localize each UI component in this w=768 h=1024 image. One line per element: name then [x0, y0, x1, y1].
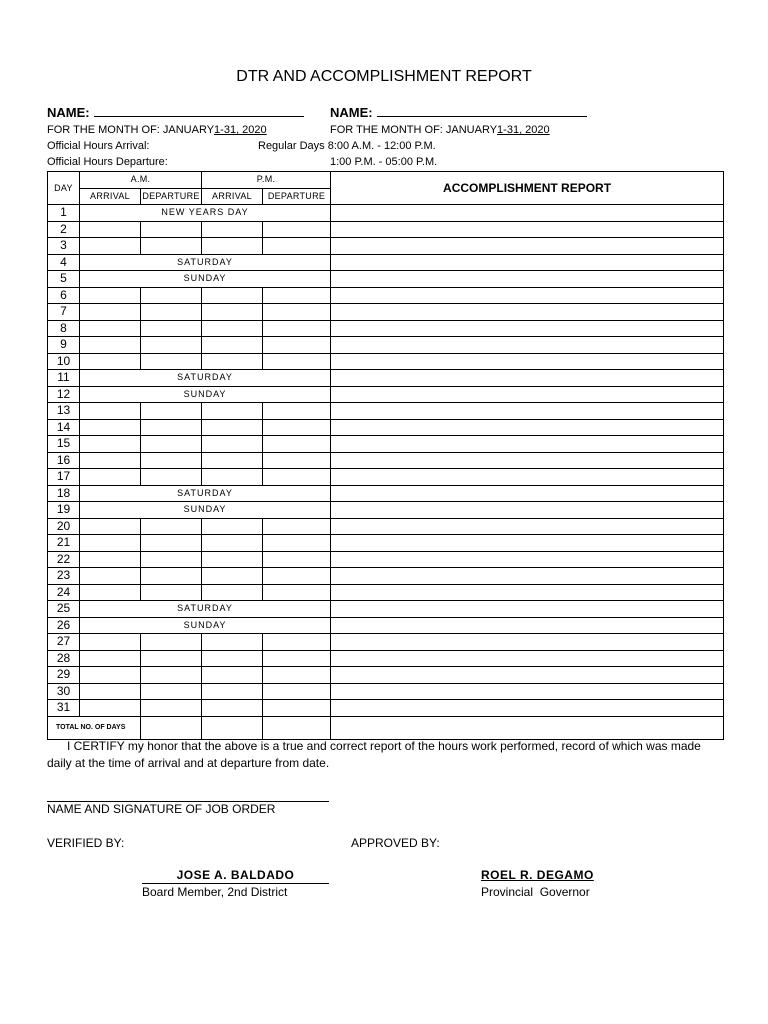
certification-text [47, 738, 727, 772]
day-number: 4 [48, 254, 80, 271]
am-departure-cell[interactable] [141, 667, 202, 684]
am-arrival-header: ARRIVAL [80, 188, 141, 205]
day-number: 11 [48, 370, 80, 387]
am-departure-cell[interactable] [141, 700, 202, 717]
accomplishment-header: ACCOMPLISHMENT REPORT [331, 172, 724, 205]
am-departure-cell[interactable] [141, 683, 202, 700]
day-number: 12 [48, 386, 80, 403]
month-left [47, 124, 267, 136]
total-days-label: TOTAL NO. OF DAYS [48, 716, 141, 739]
pm-arrival-cell[interactable] [202, 683, 263, 700]
pm-departure-cell[interactable] [263, 535, 331, 552]
pm-departure-cell[interactable] [263, 634, 331, 651]
day-number: 28 [48, 650, 80, 667]
day-number: 8 [48, 320, 80, 337]
pm-departure-cell[interactable] [263, 287, 331, 304]
accomplishment-cell[interactable] [331, 667, 724, 684]
pm-departure-cell[interactable] [263, 403, 331, 420]
day-number: 17 [48, 469, 80, 486]
pm-departure-cell[interactable] [263, 353, 331, 370]
accomplishment-cell[interactable] [331, 271, 724, 288]
day-row [48, 304, 724, 321]
day-row [48, 551, 724, 568]
day-number: 15 [48, 436, 80, 453]
pm-arrival-cell[interactable] [202, 551, 263, 568]
pm-arrival-cell[interactable] [202, 452, 263, 469]
pm-departure-cell[interactable] [263, 419, 331, 436]
pm-arrival-cell[interactable] [202, 568, 263, 585]
day-number: 30 [48, 683, 80, 700]
am-departure-cell[interactable] [141, 436, 202, 453]
am-arrival-cell[interactable] [80, 403, 141, 420]
am-departure-cell[interactable] [141, 535, 202, 552]
am-arrival-cell[interactable] [80, 667, 141, 684]
accomplishment-cell[interactable] [331, 601, 724, 618]
accomplishment-cell[interactable] [331, 370, 724, 387]
pm-departure-cell[interactable] [263, 584, 331, 601]
day-number: 2 [48, 221, 80, 238]
am-header: A.M. [80, 172, 202, 189]
accomplishment-cell[interactable] [331, 535, 724, 552]
day-number: 21 [48, 535, 80, 552]
day-row [48, 337, 724, 354]
day-number: 10 [48, 353, 80, 370]
month-value-right: 1-31, 2020 [497, 124, 550, 136]
day-row [48, 584, 724, 601]
day-number: 16 [48, 452, 80, 469]
pm-header: P.M. [202, 172, 331, 189]
am-departure-cell[interactable] [141, 238, 202, 255]
name-blank-left[interactable] [94, 106, 304, 117]
day-note: SATURDAY [80, 254, 331, 271]
pm-arrival-cell[interactable] [202, 337, 263, 354]
name-field-left[interactable] [47, 104, 304, 122]
document-title: DTR AND ACCOMPLISHMENT REPORT [236, 68, 532, 85]
accomplishment-cell[interactable] [331, 386, 724, 403]
pm-hours: 1:00 P.M. - 05:00 P.M. [330, 156, 438, 168]
day-row [48, 271, 724, 288]
accomplishment-cell[interactable] [331, 403, 724, 420]
signature-label: NAME AND SIGNATURE OF JOB ORDER [47, 802, 276, 816]
day-number: 20 [48, 518, 80, 535]
pm-arrival-cell[interactable] [202, 469, 263, 486]
approved-label: APPROVED BY: [351, 836, 440, 850]
accomplishment-cell[interactable] [331, 287, 724, 304]
pm-departure-cell[interactable] [263, 221, 331, 238]
day-number: 18 [48, 485, 80, 502]
day-row [48, 238, 724, 255]
am-arrival-cell[interactable] [80, 320, 141, 337]
month-label-right: FOR THE MONTH OF: JANUARY [330, 124, 498, 136]
accomplishment-cell[interactable] [331, 551, 724, 568]
am-arrival-cell[interactable] [80, 469, 141, 486]
verifier-title: Board Member, 2nd District [142, 885, 288, 899]
day-row [48, 683, 724, 700]
am-arrival-cell[interactable] [80, 518, 141, 535]
pm-arrival-cell[interactable] [202, 535, 263, 552]
pm-arrival-cell[interactable] [202, 419, 263, 436]
day-number: 22 [48, 551, 80, 568]
day-number: 9 [48, 337, 80, 354]
am-arrival-cell[interactable] [80, 238, 141, 255]
accomplishment-cell[interactable] [331, 353, 724, 370]
am-arrival-cell[interactable] [80, 452, 141, 469]
day-row [48, 254, 724, 271]
accomplishment-cell[interactable] [331, 238, 724, 255]
day-row [48, 469, 724, 486]
accomplishment-cell[interactable] [331, 502, 724, 519]
accomplishment-cell[interactable] [331, 650, 724, 667]
total-accomplishment-cell[interactable] [331, 716, 724, 739]
day-row [48, 601, 724, 618]
am-arrival-cell[interactable] [80, 221, 141, 238]
pm-arrival-cell[interactable] [202, 634, 263, 651]
regular-days-label: Regular Days [258, 140, 325, 152]
day-number: 23 [48, 568, 80, 585]
accomplishment-cell[interactable] [331, 485, 724, 502]
am-arrival-cell[interactable] [80, 436, 141, 453]
pm-departure-cell[interactable] [263, 683, 331, 700]
am-departure-cell[interactable] [141, 320, 202, 337]
pm-arrival-cell[interactable] [202, 518, 263, 535]
am-departure-cell[interactable] [141, 650, 202, 667]
day-row [48, 452, 724, 469]
pm-arrival-cell[interactable] [202, 436, 263, 453]
day-row [48, 634, 724, 651]
day-number: 7 [48, 304, 80, 321]
day-note: SATURDAY [80, 485, 331, 502]
accomplishment-cell[interactable] [331, 634, 724, 651]
am-departure-cell[interactable] [141, 304, 202, 321]
accomplishment-cell[interactable] [331, 254, 724, 271]
pm-departure-cell[interactable] [263, 452, 331, 469]
day-number: 29 [48, 667, 80, 684]
name-blank-right[interactable] [377, 106, 587, 117]
day-row [48, 386, 724, 403]
am-arrival-cell[interactable] [80, 287, 141, 304]
total-days-cell[interactable] [263, 716, 331, 739]
accomplishment-cell[interactable] [331, 436, 724, 453]
day-row [48, 205, 724, 222]
am-arrival-cell[interactable] [80, 568, 141, 585]
pm-departure-cell[interactable] [263, 518, 331, 535]
day-number: 13 [48, 403, 80, 420]
am-arrival-cell[interactable] [80, 353, 141, 370]
pm-arrival-header: ARRIVAL [202, 188, 263, 205]
verifier-name: JOSE A. BALDADO [142, 868, 329, 884]
day-number: 27 [48, 634, 80, 651]
name-label-left: NAME: [47, 105, 90, 120]
am-departure-header: DEPARTURE [141, 188, 202, 205]
verified-label: VERIFIED BY: [47, 836, 125, 850]
pm-arrival-cell[interactable] [202, 650, 263, 667]
dtr-body [48, 205, 724, 717]
am-departure-cell[interactable] [141, 221, 202, 238]
day-number: 26 [48, 617, 80, 634]
day-row [48, 320, 724, 337]
am-hours: 8:00 A.M. - 12:00 P.M. [327, 140, 436, 152]
day-row [48, 535, 724, 552]
accomplishment-cell[interactable] [331, 419, 724, 436]
pm-arrival-cell[interactable] [202, 584, 263, 601]
am-arrival-cell[interactable] [80, 650, 141, 667]
day-row [48, 221, 724, 238]
am-departure-cell[interactable] [141, 419, 202, 436]
am-arrival-cell[interactable] [80, 419, 141, 436]
pm-departure-cell[interactable] [263, 568, 331, 585]
day-row [48, 353, 724, 370]
pm-departure-cell[interactable] [263, 436, 331, 453]
day-number: 14 [48, 419, 80, 436]
day-note: SUNDAY [80, 271, 331, 288]
accomplishment-cell[interactable] [331, 584, 724, 601]
am-departure-cell[interactable] [141, 452, 202, 469]
pm-departure-cell[interactable] [263, 667, 331, 684]
am-arrival-cell[interactable] [80, 683, 141, 700]
day-note: SUNDAY [80, 386, 331, 403]
total-days-value[interactable] [141, 716, 202, 739]
am-arrival-cell[interactable] [80, 634, 141, 651]
day-row [48, 287, 724, 304]
day-row [48, 436, 724, 453]
day-number: 5 [48, 271, 80, 288]
am-arrival-cell[interactable] [80, 700, 141, 717]
accomplishment-cell[interactable] [331, 337, 724, 354]
am-departure-cell[interactable] [141, 337, 202, 354]
pm-arrival-cell[interactable] [202, 238, 263, 255]
approver-name: ROEL R. DEGAMO [481, 868, 594, 882]
accomplishment-cell[interactable] [331, 469, 724, 486]
accomplishment-cell[interactable] [331, 568, 724, 585]
day-number: 19 [48, 502, 80, 519]
pm-arrival-cell[interactable] [202, 287, 263, 304]
pm-arrival-cell[interactable] [202, 700, 263, 717]
day-number: 24 [48, 584, 80, 601]
accomplishment-cell[interactable] [331, 700, 724, 717]
pm-departure-cell[interactable] [263, 238, 331, 255]
day-number: 25 [48, 601, 80, 618]
am-departure-cell[interactable] [141, 287, 202, 304]
day-row [48, 485, 724, 502]
day-note: NEW YEARS DAY [80, 205, 331, 222]
arrival-label: Official Hours Arrival: [47, 140, 150, 152]
pm-arrival-cell[interactable] [202, 320, 263, 337]
pm-arrival-cell[interactable] [202, 304, 263, 321]
accomplishment-cell[interactable] [331, 518, 724, 535]
pm-arrival-cell[interactable] [202, 403, 263, 420]
day-row [48, 502, 724, 519]
accomplishment-cell[interactable] [331, 683, 724, 700]
am-arrival-cell[interactable] [80, 304, 141, 321]
certification-statement: I CERTIFY my honor that the above is a true and correct report of the hours work performed, record of which was made daily at the time of arrival and at departure from date. [47, 739, 701, 770]
am-arrival-cell[interactable] [80, 584, 141, 601]
pm-arrival-cell[interactable] [202, 667, 263, 684]
pm-departure-header: DEPARTURE [263, 188, 331, 205]
am-departure-cell[interactable] [141, 568, 202, 585]
am-arrival-cell[interactable] [80, 535, 141, 552]
accomplishment-cell[interactable] [331, 304, 724, 321]
month-right [330, 124, 550, 136]
day-row [48, 518, 724, 535]
day-row [48, 667, 724, 684]
day-note: SUNDAY [80, 502, 331, 519]
regular-days [258, 140, 436, 152]
pm-departure-cell[interactable] [263, 650, 331, 667]
day-number: 1 [48, 205, 80, 222]
pm-arrival-cell[interactable] [202, 221, 263, 238]
day-row [48, 403, 724, 420]
accomplishment-cell[interactable] [331, 320, 724, 337]
total-days-cell[interactable] [202, 716, 263, 739]
day-header: DAY [48, 172, 80, 205]
pm-departure-cell[interactable] [263, 469, 331, 486]
departure-label: Official Hours Departure: [47, 156, 168, 168]
month-label-left: FOR THE MONTH OF: JANUARY [47, 124, 215, 136]
pm-departure-cell[interactable] [263, 700, 331, 717]
pm-departure-cell[interactable] [263, 337, 331, 354]
day-row [48, 650, 724, 667]
name-field-right[interactable] [330, 104, 587, 122]
am-departure-cell[interactable] [141, 584, 202, 601]
day-row [48, 370, 724, 387]
accomplishment-cell[interactable] [331, 617, 724, 634]
day-number: 6 [48, 287, 80, 304]
day-row [48, 617, 724, 634]
am-departure-cell[interactable] [141, 403, 202, 420]
am-arrival-cell[interactable] [80, 337, 141, 354]
pm-departure-cell[interactable] [263, 320, 331, 337]
day-row [48, 568, 724, 585]
day-number: 3 [48, 238, 80, 255]
pm-arrival-cell[interactable] [202, 353, 263, 370]
day-note: SUNDAY [80, 617, 331, 634]
am-departure-cell[interactable] [141, 518, 202, 535]
month-value-left: 1-31, 2020 [214, 124, 267, 136]
dtr-table [47, 171, 724, 740]
am-departure-cell[interactable] [141, 551, 202, 568]
am-departure-cell[interactable] [141, 469, 202, 486]
day-row [48, 700, 724, 717]
approver-title: Provincial Governor [481, 885, 590, 899]
accomplishment-cell[interactable] [331, 205, 724, 222]
day-row [48, 419, 724, 436]
am-departure-cell[interactable] [141, 353, 202, 370]
pm-departure-cell[interactable] [263, 551, 331, 568]
accomplishment-cell[interactable] [331, 452, 724, 469]
day-note: SATURDAY [80, 370, 331, 387]
day-note: SATURDAY [80, 601, 331, 618]
am-arrival-cell[interactable] [80, 551, 141, 568]
day-number: 31 [48, 700, 80, 717]
accomplishment-cell[interactable] [331, 221, 724, 238]
pm-departure-cell[interactable] [263, 304, 331, 321]
am-departure-cell[interactable] [141, 634, 202, 651]
name-label-right: NAME: [330, 105, 373, 120]
